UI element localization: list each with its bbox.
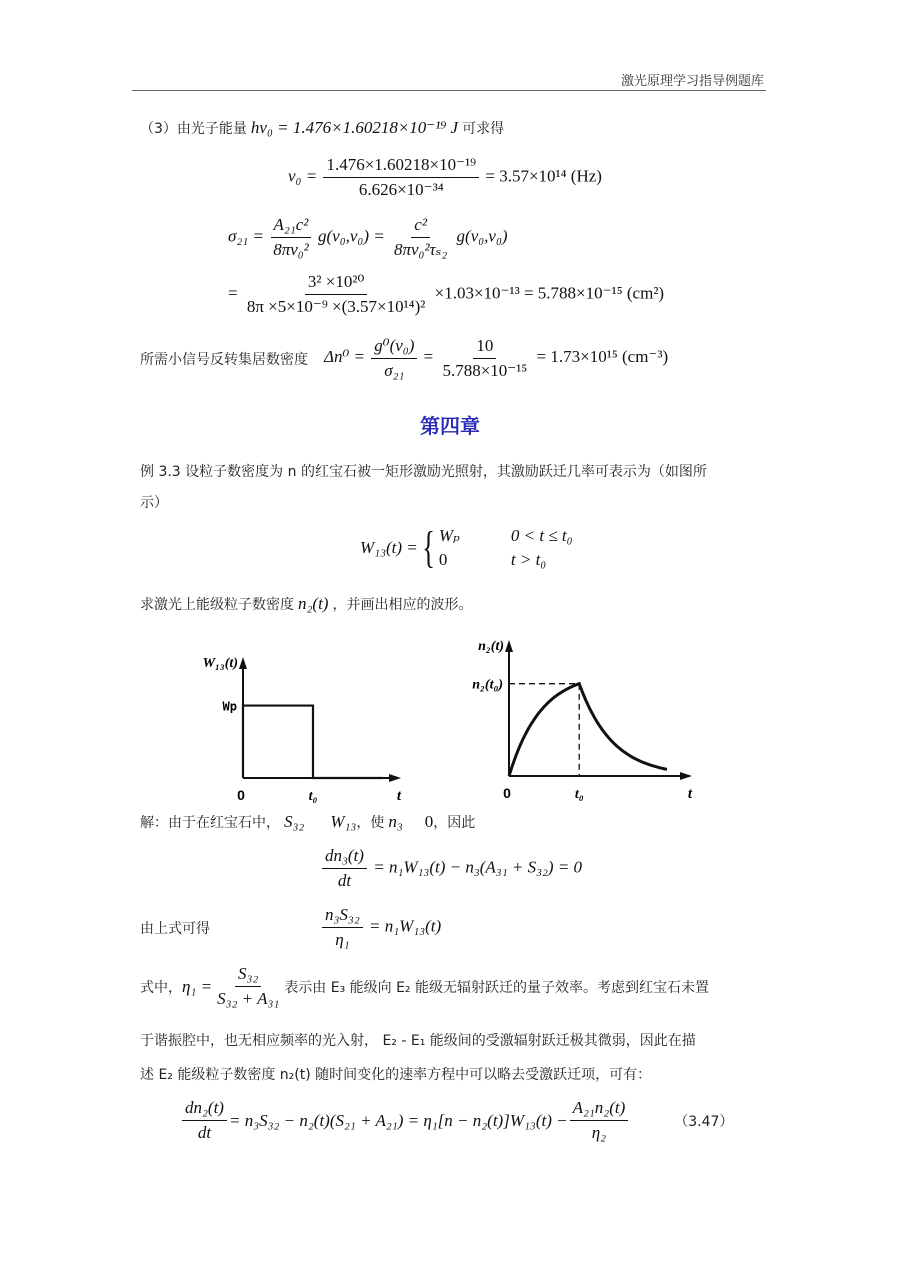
sigma-numeric (228, 272, 664, 317)
nu0-numerator: 1.476×1.60218×10⁻¹⁹ (323, 155, 479, 178)
series-line-n2 (509, 684, 667, 776)
solution-suffix: ，因此 (433, 815, 476, 831)
y-axis-arrow-icon (505, 640, 513, 652)
eta1-num: S₃₂ (235, 964, 261, 987)
left-brace: { (421, 523, 435, 572)
dn0-f1-den: σ₂₁ (384, 361, 405, 380)
x-axis-label: t (396, 788, 402, 804)
sigma-fraction-1 (270, 215, 312, 260)
eq2-den: η₁ (335, 930, 350, 949)
dn0-label: 所需小信号反转集居数密度 (140, 351, 308, 368)
dn2-num: dn₂(t) (182, 1098, 227, 1121)
sigma-fraction-2 (391, 215, 450, 260)
nu0-fraction (323, 155, 479, 200)
eta1-den: S₃₂ + A₃₁ (217, 989, 280, 1008)
example-line-2: 示） (140, 495, 168, 511)
dn2-den: dt (197, 1123, 212, 1142)
x-axis-label: t (687, 786, 693, 802)
dn3-equation (320, 846, 582, 891)
sigma-f1-num: A₂₁c² (271, 215, 312, 238)
w13: W₁₃ (330, 812, 357, 831)
example-line-1: 例 3.3 设粒子数密度为 n 的红宝石被一矩形激励光照射，其激励跃迁几率可表示为（如图所 (140, 464, 707, 480)
y-tick-label: Wp (222, 699, 237, 714)
sigma-g1: g(ν₀,ν₀) = (318, 226, 385, 246)
eq2-equation (320, 905, 441, 950)
sigma-f2-den: 8πν₀²τₛ₂ (393, 240, 448, 259)
series-line-W13 (243, 706, 383, 778)
dn0-f2-num: 10 (473, 336, 496, 359)
dn3-fraction (322, 846, 367, 891)
eta1-lhs: η₁ = (182, 976, 213, 996)
para-prefix: 式中， (140, 979, 182, 996)
dn0-result: = 1.73×10¹⁵ (cm⁻³) (536, 347, 669, 367)
sigma2-den: 8π ×5×10⁻⁹ ×(3.57×10¹⁴)² (246, 297, 426, 316)
solution-prefix: 解：由于在红宝石中， (140, 815, 280, 831)
w13-case2-value: 0 (438, 550, 448, 569)
a21-den: η₂ (591, 1123, 607, 1142)
zero: 0 (424, 812, 434, 831)
nu0-lhs: ν₀ = (288, 166, 318, 186)
header-rule (132, 90, 766, 91)
dn0-fraction-2 (439, 336, 530, 381)
sigma2-eq: = (228, 283, 238, 303)
dn2-fraction (182, 1098, 227, 1143)
x-tick-label-t0: t₀ (308, 789, 318, 804)
solution-line-1 (140, 812, 475, 832)
nu0-denominator: 6.626×10⁻³⁴ (358, 180, 444, 199)
eq2-num: n₃S₃₂ (322, 905, 363, 928)
part3-intro-suffix: 可求得 (462, 121, 505, 137)
n2-chart (460, 620, 700, 810)
sigma2-fraction (244, 272, 429, 317)
question-line (140, 594, 472, 614)
x-tick-label-0: 0 (237, 787, 245, 803)
n3: n₃ (388, 812, 403, 831)
rate-equation-347 (180, 1098, 733, 1143)
para-line-2: 于谐振腔中，也无相应频率的光入射， E₂ - E₁ 能级间的受激辐射跃迁极其微弱，因此在描 (140, 1033, 696, 1049)
w13-case2-condition: t > t₀ (510, 550, 547, 569)
a21-fraction (570, 1098, 629, 1143)
dn0-equation (324, 336, 669, 380)
y-axis-label: W₁₃(t) (202, 656, 238, 671)
para-line-3: 述 E₂ 能级粒子数密度 n₂(t) 随时间变化的速率方程中可以略去受激跃迁项，可有： (140, 1067, 652, 1083)
chapter-title: 第四章 (420, 414, 480, 438)
dn0-lhs: Δn⁰ = (324, 347, 366, 367)
a21-num: A₂₁n₂(t) (570, 1098, 629, 1121)
w13-piecewise (360, 523, 573, 572)
w13-chart (185, 620, 405, 810)
w13-cases (439, 526, 573, 570)
dn0-eq: = (423, 347, 434, 367)
sigma2-num: 3² ×10²⁰ (305, 272, 367, 295)
running-header: 激光原理学习指导例题库 (620, 74, 764, 89)
x-tick-label-t0: t₀ (574, 787, 584, 802)
sigma2-result: ×1.03×10⁻¹³ = 5.788×10⁻¹⁵ (cm²) (434, 283, 665, 303)
nu0-result: = 3.57×10¹⁴ (Hz) (485, 166, 602, 186)
dn0-f2-den: 5.788×10⁻¹⁵ (442, 361, 528, 380)
y-axis-arrow-icon (239, 657, 247, 669)
question-prefix: 求激光上能级粒子数密度 (140, 597, 294, 613)
eq2-line (140, 905, 441, 950)
eq2-fraction (322, 905, 363, 950)
sigma-lhs: σ₂₁ = (228, 226, 264, 246)
dn3-rhs: = n₁W₁₃(t) − n₃(A₃₁ + S₃₂) = 0 (373, 857, 583, 877)
dn0-fraction-1 (371, 336, 417, 381)
sigma-f2-num: c² (411, 215, 430, 238)
dn3-num: dn₃(t) (322, 846, 367, 869)
equation-number: （3.47） (674, 1113, 734, 1130)
para-line-1 (140, 964, 780, 1009)
part3-intro-prefix: （3）由光子能量 (140, 121, 247, 137)
sigma-definition (228, 215, 508, 260)
y-tick-label: n₂(t₀) (472, 677, 503, 693)
question-suffix: ，并画出相应的波形。 (332, 597, 473, 613)
eq2-label: 由上式可得 (140, 920, 210, 937)
para-text-1: 表示由 E₃ 能级向 E₂ 能级无辐射跃迁的量子效率。考虑到红宝石未置 (284, 979, 709, 996)
x-axis-arrow-icon (389, 774, 401, 782)
w13-lhs: W₁₃(t) = (360, 538, 418, 557)
sigma-g2: g(ν₀,ν₀) (456, 226, 508, 246)
x-tick-label-0: 0 (503, 785, 511, 801)
solution-mid: ，使 (356, 815, 385, 831)
eq2-rhs: = n₁W₁₃(t) (368, 916, 442, 936)
part3-intro (140, 118, 504, 138)
sigma-f1-den: 8πν₀² (273, 240, 309, 259)
w13-case1-condition: 0 < t ≤ t₀ (510, 526, 573, 545)
s32: S₃₂ (284, 812, 305, 831)
question-variable: n₂(t) (298, 594, 329, 613)
dn0-f1-num: g⁰(ν₀) (371, 336, 417, 359)
dn0-line (140, 336, 668, 381)
nu0-equation (288, 155, 602, 200)
eta1-fraction (214, 964, 282, 1009)
w13-case1-value: Wₚ (438, 526, 460, 545)
x-axis-arrow-icon (680, 772, 692, 780)
dn2-rhs: = n₃S₃₂ − n₂(t)(S₂₁ + A₂₁) = η₁[n − n₂(t)]W₁₃(t) − (228, 1110, 568, 1130)
y-axis-label: n₂(t) (478, 639, 504, 654)
dn3-den: dt (337, 871, 352, 890)
photon-energy-formula: hν₀ = 1.476×1.60218×10⁻¹⁹ J (250, 118, 459, 137)
